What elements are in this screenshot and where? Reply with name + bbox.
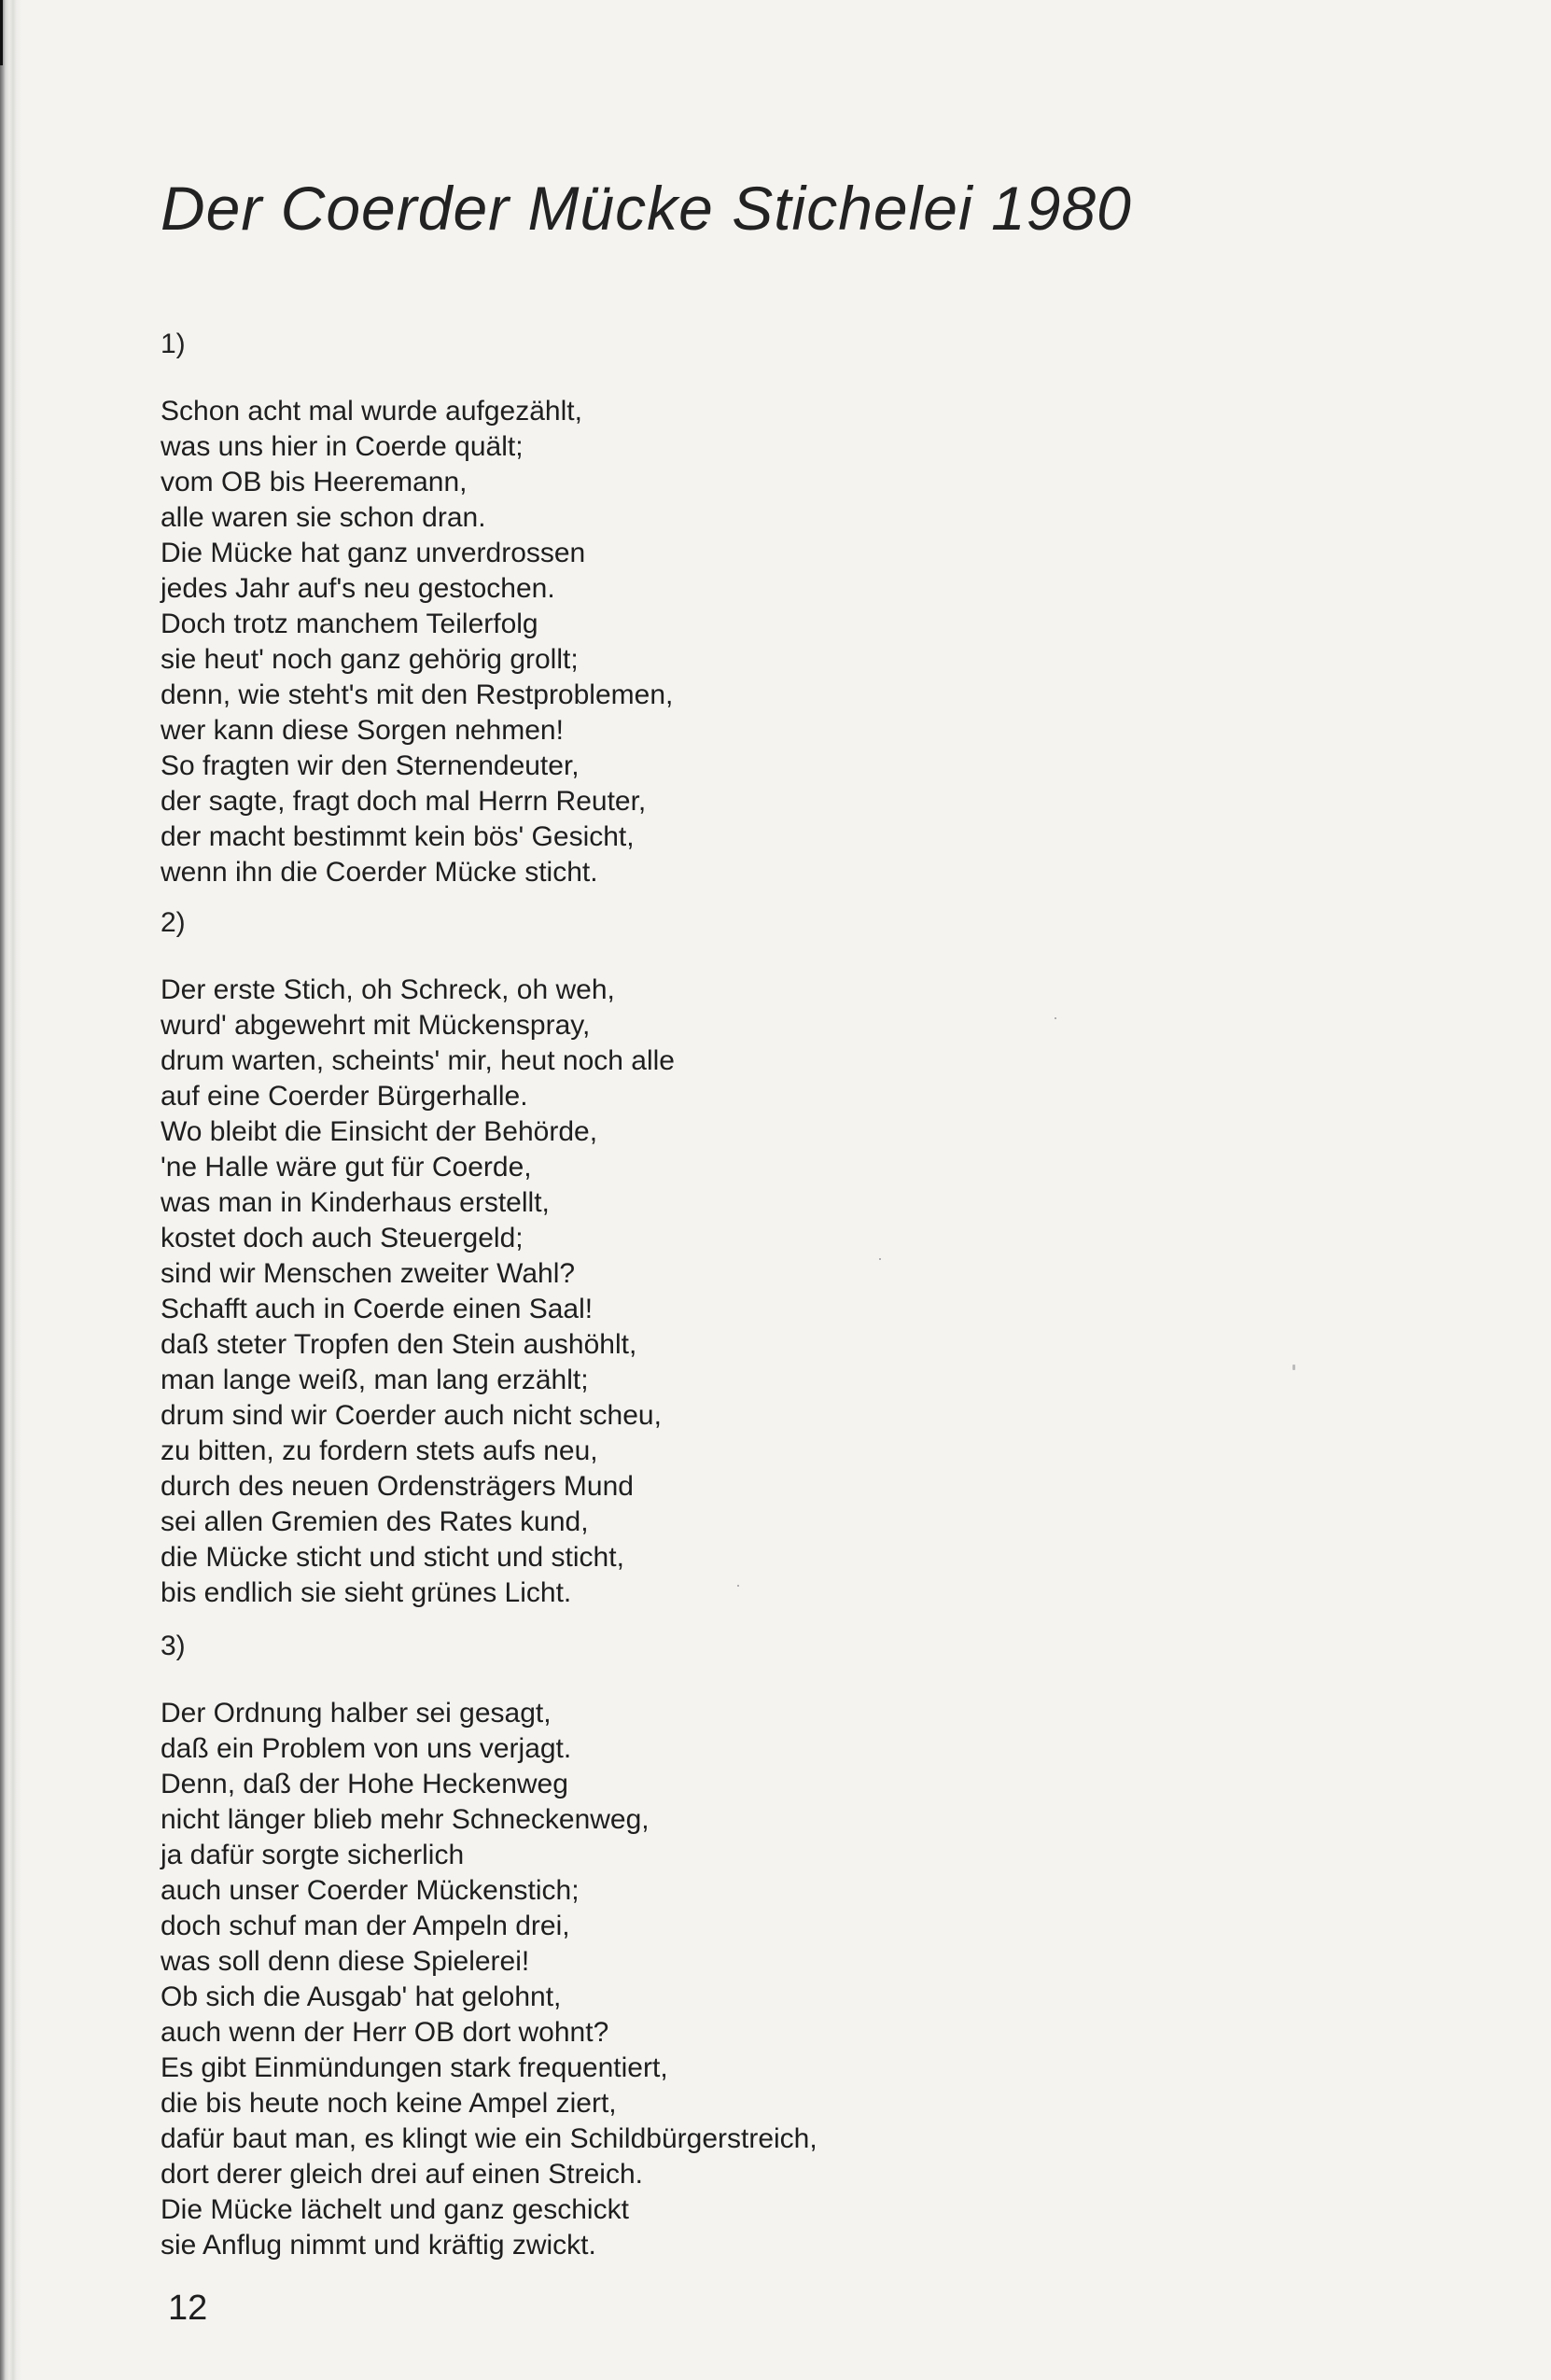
verse-line: nicht länger blieb mehr Schneckenweg,	[161, 1804, 650, 1835]
scan-speck	[737, 1585, 739, 1587]
verse-line: doch schuf man der Ampeln drei,	[161, 1911, 570, 1941]
stanza-2	[161, 905, 1094, 1611]
verse-line: was man in Kinderhaus erstellt,	[161, 1187, 550, 1218]
verse-line: sei allen Gremien des Rates kund,	[161, 1506, 589, 1537]
verse-line: denn, wie steht's mit den Restproblemen,	[161, 679, 674, 710]
verse-line: Ob sich die Ausgab' hat gelohnt,	[161, 1981, 562, 2012]
verse-line: sind wir Menschen zweiter Wahl?	[161, 1258, 576, 1289]
verse-line: daß steter Tropfen den Stein aushöhlt,	[161, 1329, 637, 1360]
stanza-3	[161, 1629, 1094, 2263]
verse-line: Wo bleibt die Einsicht der Behörde,	[161, 1116, 598, 1147]
verse-line: bis endlich sie sieht grünes Licht.	[161, 1577, 572, 1608]
binding-mark	[0, 0, 3, 65]
verse-line: Die Mücke lächelt und ganz geschickt	[161, 2194, 629, 2225]
verse-line: drum warten, scheints' mir, heut noch alle	[161, 1045, 675, 1076]
page-number: 12	[168, 2289, 208, 2328]
verse-line: Denn, daß der Hohe Heckenweg	[161, 1769, 568, 1799]
verse-line: Der Ordnung halber sei gesagt,	[161, 1698, 552, 1729]
verse-line: dafür baut man, es klingt wie ein Schildbürgerstreich,	[161, 2123, 817, 2154]
scan-speck	[1292, 1365, 1295, 1370]
stanza-number: 3)	[161, 1631, 186, 1661]
verse-line: wer kann diese Sorgen nehmen!	[161, 715, 564, 746]
verse-line: man lange weiß, man lang erzählt;	[161, 1365, 589, 1395]
verse-line: was uns hier in Coerde quält;	[161, 431, 524, 462]
verse-line: Schafft auch in Coerde einen Saal!	[161, 1294, 594, 1324]
stanza-number: 2)	[161, 907, 186, 938]
verse-line: die Mücke sticht und sticht und sticht,	[161, 1542, 624, 1573]
verse-line: Die Mücke hat ganz unverdrossen	[161, 538, 586, 568]
verse-line: auch unser Coerder Mückenstich;	[161, 1875, 580, 1906]
verse-line: wenn ihn die Coerder Mücke sticht.	[161, 857, 598, 888]
stanza-number: 1)	[161, 329, 186, 359]
verse-line: Es gibt Einmündungen stark frequentiert,	[161, 2052, 668, 2083]
verse-line: durch des neuen Ordensträgers Mund	[161, 1471, 634, 1502]
verse-line: auf eine Coerder Bürgerhalle.	[161, 1081, 528, 1112]
verse-line: die bis heute noch keine Ampel ziert,	[161, 2088, 617, 2119]
verse-line: sie heut' noch ganz gehörig grollt;	[161, 644, 579, 675]
verse-line: ja dafür sorgte sicherlich	[161, 1840, 465, 1870]
verse-line: jedes Jahr auf's neu gestochen.	[161, 573, 555, 604]
verse-line: sie Anflug nimmt und kräftig zwickt.	[161, 2230, 596, 2261]
verse-line: daß ein Problem von uns verjagt.	[161, 1733, 572, 1764]
verse-line: dort derer gleich drei auf einen Streich.	[161, 2159, 643, 2190]
verse-line: Doch trotz manchem Teilerfolg	[161, 609, 538, 639]
verse-line: kostet doch auch Steuergeld;	[161, 1223, 524, 1253]
verse-line: alle waren sie schon dran.	[161, 502, 486, 533]
scan-speck	[1055, 1017, 1056, 1019]
verse-line: was soll denn diese Spielerei!	[161, 1946, 530, 1977]
verse-line: wurd' abgewehrt mit Mückenspray,	[161, 1010, 591, 1041]
book-spine-edge	[0, 0, 22, 2380]
verse-line: drum sind wir Coerder auch nicht scheu,	[161, 1400, 662, 1431]
scan-speck	[879, 1258, 881, 1260]
verse-line: der sagte, fragt doch mal Herrn Reuter,	[161, 786, 647, 817]
verse-line: Schon acht mal wurde aufgezählt,	[161, 396, 582, 427]
page-title: Der Coerder Mücke Stichelei 1980	[161, 174, 1132, 243]
stanza-1	[161, 327, 1094, 890]
verse-line: 'ne Halle wäre gut für Coerde,	[161, 1152, 532, 1183]
verse-line: Der erste Stich, oh Schreck, oh weh,	[161, 974, 615, 1005]
verse-line: zu bitten, zu fordern stets aufs neu,	[161, 1435, 598, 1466]
verse-line: vom OB bis Heeremann,	[161, 467, 468, 497]
verse-line: So fragten wir den Sternendeuter,	[161, 750, 580, 781]
verse-line: auch wenn der Herr OB dort wohnt?	[161, 2017, 609, 2048]
verse-line: der macht bestimmt kein bös' Gesicht,	[161, 821, 635, 852]
